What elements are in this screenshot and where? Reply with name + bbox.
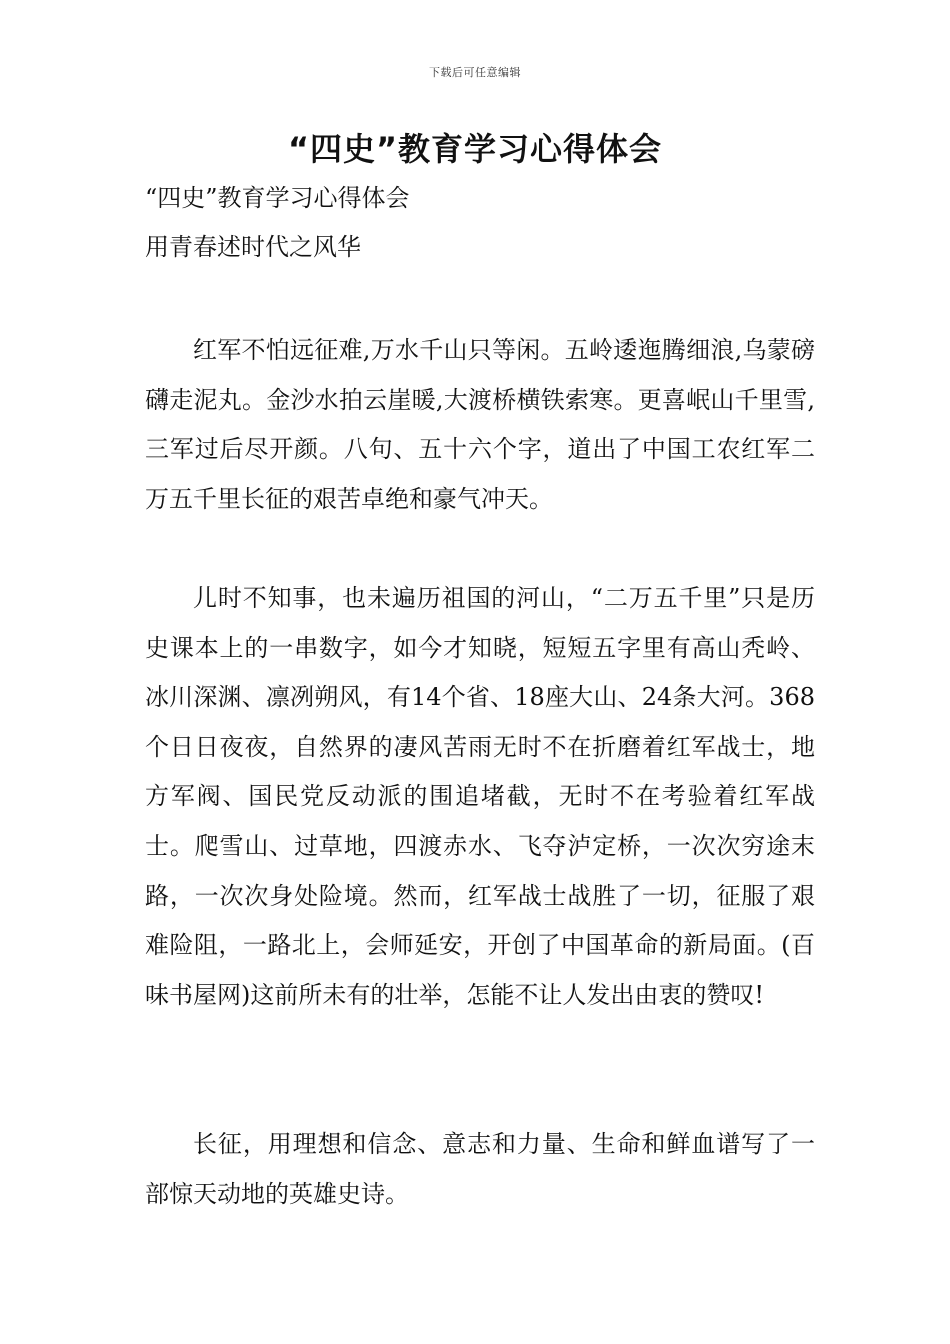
document-subtitle: “四史”教育学习心得体会 xyxy=(145,184,410,212)
body-paragraph-2: 儿时不知事，也未遍历祖国的河山，“二万五千里”只是历史课本上的一串数字，如今才知晓，短短五字里有高山秃岭、冰川深渊、凛冽朔风，有14个省、18座大山、24条大河。368个日日夜夜，自然界的凄风苦雨无时不在折磨着红军战士，地方军阀、国民党反动派的围追堵截，无时不在考验着红军战士。爬雪山、过草地，四渡赤水、飞夺泸定桥，一次次穷途末路，一次次身处险境。然而，红军战士战胜了一切，征服了艰难险阻，一路北上，会师延安，开创了中国革命的新局面。(百味书屋网)这前所未有的壮举，怎能不让人发出由衷的赞叹! xyxy=(145,584,815,1009)
page-header-note: 下载后可任意编辑 xyxy=(429,66,521,79)
body-paragraph-1: 红军不怕远征难,万水千山只等闲。五岭逶迤腾细浪,乌蒙磅礴走泥丸。金沙水拍云崖暖,大渡桥横铁索寒。更喜岷山千里雪,三军过后尽开颜。八句、五十六个字，道出了中国工农红军二万五千里长征的艰苦卓绝和豪气冲天。 xyxy=(145,336,815,513)
document-tagline: 用青春述时代之风华 xyxy=(145,233,361,261)
document-title: “四史”教育学习心得体会 xyxy=(287,130,663,168)
body-paragraph-3: 长征，用理想和信念、意志和力量、生命和鲜血谱写了一部惊天动地的英雄史诗。 xyxy=(145,1130,815,1208)
